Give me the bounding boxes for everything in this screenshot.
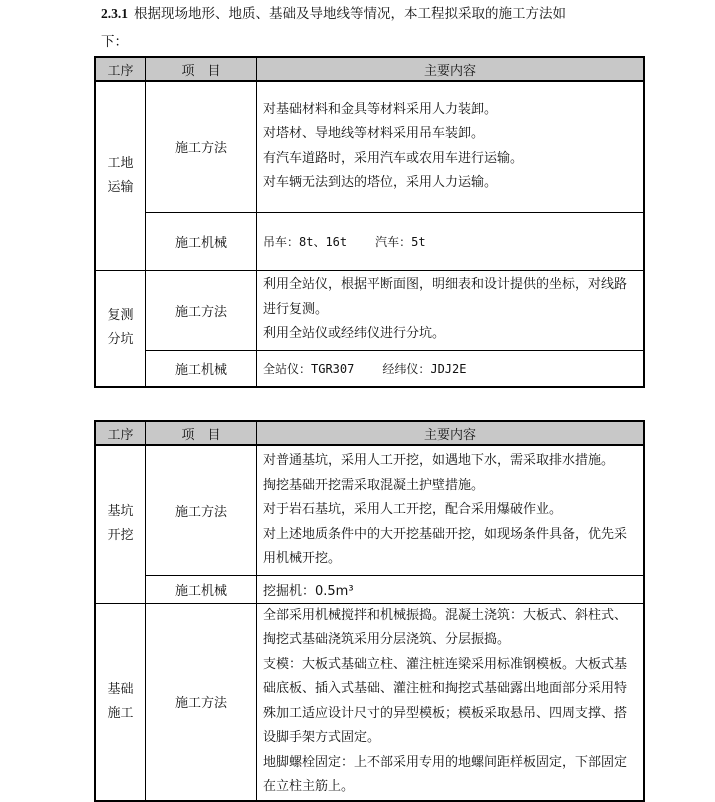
content-line: 对塔材、导地线等材料采用吊车装卸。 (263, 126, 485, 142)
content-cell (257, 350, 645, 387)
item-cell: 施工机械 (146, 212, 257, 270)
process-cell (95, 270, 146, 387)
process-label: 基础施工 (107, 681, 134, 721)
intro-text: 根据现场地形、地质、基础及导地线等情况，本工程拟采取的施工方法如 (134, 6, 566, 22)
content-line: 利用全站仪，根据平断面图，明细表和设计提供的坐标，对线路进行复测。 (263, 277, 628, 317)
process-label: 复测分坑 (107, 308, 134, 348)
machine-value: 全站仪：TGR307 (263, 361, 355, 376)
process-label: 工地运输 (107, 155, 134, 195)
content-line: 对基础材料和金具等材料采用人力装卸。 (263, 101, 498, 117)
item-cell: 施工方法 (146, 81, 257, 212)
header-item: 项 目 (146, 421, 257, 445)
table-row (95, 445, 644, 575)
header-process: 工序 (95, 57, 146, 81)
header-content: 主要内容 (257, 57, 645, 81)
item-cell: 施工方法 (146, 445, 257, 575)
content-cell (257, 603, 645, 801)
process-cell (95, 603, 146, 801)
item-cell: 施工机械 (146, 350, 257, 387)
content-cell (257, 575, 645, 603)
item-cell: 施工方法 (146, 270, 257, 350)
section-number: 2.3.1 (101, 6, 128, 21)
intro-paragraph (101, 0, 566, 28)
content-line: 对普通基坑，采用人工开挖，如遇地下水，需采取排水措施。 (263, 453, 615, 468)
table-row (95, 603, 644, 801)
header-content: 主要内容 (257, 421, 645, 445)
table-row (95, 350, 644, 387)
table-row (95, 212, 644, 270)
content-line: 有汽车道路时，采用汽车或农用车进行运输。 (263, 150, 524, 166)
content-line: 地脚螺栓固定：上不部采用专用的地螺间距样板固定，下部固定在立柱主筋上。 (263, 754, 628, 794)
content-line: 对于岩石基坑，采用人工开挖，配合采用爆破作业。 (263, 502, 563, 517)
content-cell (257, 445, 645, 575)
table-header-row (95, 421, 644, 445)
process-cell (95, 445, 146, 603)
table-row (95, 81, 644, 212)
content-cell (257, 81, 645, 212)
header-process: 工序 (95, 421, 146, 445)
table-header-row (95, 57, 644, 81)
machine-value: 挖掘机：0.5m³ (263, 583, 354, 599)
content-cell (257, 270, 645, 350)
construction-table-2 (94, 420, 645, 802)
construction-table-1 (94, 56, 645, 388)
content-cell (257, 212, 645, 270)
content-line: 对上述地质条件中的大开挖基础开挖，如现场条件具备，优先采用机械开挖。 (263, 526, 628, 566)
content-line: 支模：大板式基础立柱、灌注桩连梁采用标准钢模板。大板式基础底板、插入式基础、灌注桩和掏挖式基础露出地面部分采用特殊加工适应设计尺寸的异型模板；模板采取悬吊、四周支撑、搭设脚手架方式固定。 (263, 656, 628, 745)
item-cell: 施工机械 (146, 575, 257, 603)
process-cell (95, 81, 146, 270)
item-cell: 施工方法 (146, 603, 257, 801)
machine-value: 汽车：5t (375, 234, 426, 249)
machine-value: 经纬仪：JDJ2E (382, 361, 467, 376)
content-line: 全部采用机械搅拌和机械振捣。混凝土浇筑：大板式、斜柱式、掏挖式基础浇筑采用分层浇筑、分层振捣。 (263, 607, 628, 647)
content-line: 对车辆无法到达的塔位，采用人力运输。 (263, 175, 498, 191)
table-row (95, 270, 644, 350)
machine-value: 吊车：8t、16t (263, 234, 348, 249)
intro-text-cont: 下： (101, 34, 128, 50)
process-label: 基坑开挖 (107, 504, 134, 544)
content-line: 掏挖基础开挖需采取混凝土护壁措施。 (263, 477, 485, 493)
intro-paragraph-cont (101, 28, 128, 56)
table-row (95, 575, 644, 603)
header-item: 项 目 (146, 57, 257, 81)
content-line: 利用全站仪或经纬仪进行分坑。 (263, 326, 446, 342)
